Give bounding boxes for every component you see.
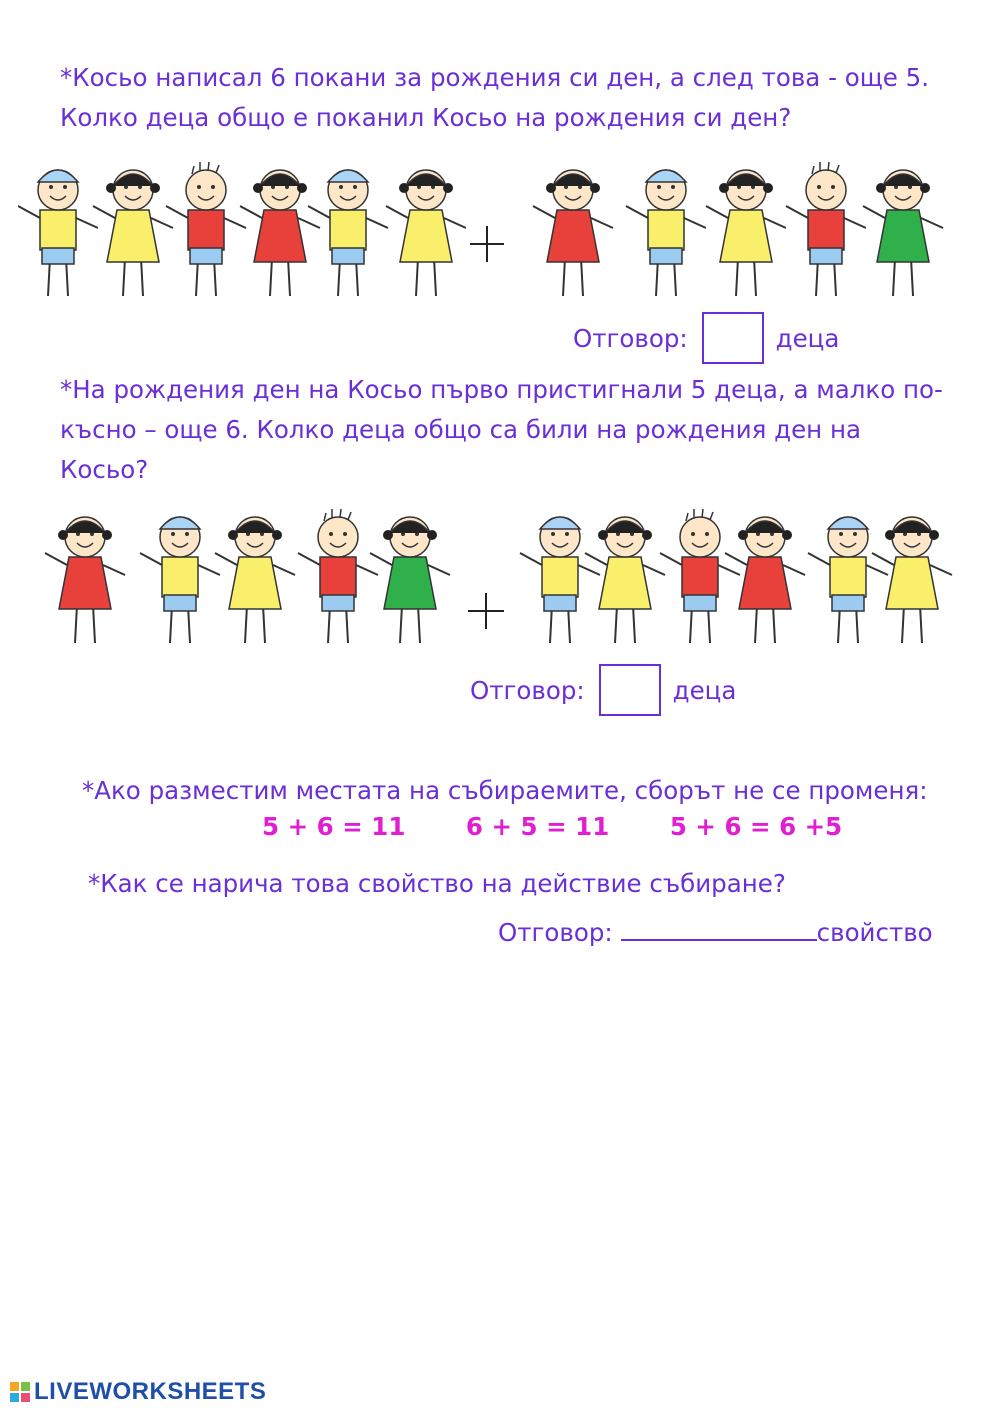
answer-2-row	[470, 664, 736, 716]
kid-figure	[725, 517, 805, 643]
kid-figure	[386, 170, 466, 296]
equation-2: 6 + 5 = 11	[465, 812, 610, 841]
equations-row	[262, 812, 894, 841]
kid-figure	[93, 170, 173, 296]
answer-3-row	[498, 918, 933, 947]
kid-figure	[215, 517, 295, 643]
commutative-rule-text: *Ако разместим местата на събираемите, сборът не се променя:	[82, 776, 928, 805]
equation-3: 5 + 6 = 6 +5	[669, 812, 843, 841]
kid-figure	[240, 170, 320, 296]
answer-1-unit: деца	[775, 323, 840, 353]
question-2-line-2: късно – още 6. Колко деца общо са били на рождения ден на	[60, 415, 861, 444]
question-1-line-1: *Косьо написал 6 покани за рождения си ден, а след това - още 5.	[60, 63, 930, 92]
kid-figure	[585, 517, 665, 643]
kid-figure	[520, 517, 600, 643]
kid-figure	[863, 170, 943, 296]
brand-name: LIVEWORKSHEETS	[34, 1378, 267, 1405]
kids-illustration-row-2	[40, 505, 970, 655]
kid-figure	[298, 509, 378, 643]
question-2-line-1: *На рождения ден на Косьо първо пристигнали 5 деца, а малко по-	[60, 375, 943, 404]
kid-figure	[786, 162, 866, 296]
question-1-line-2: Колко деца общо е поканил Косьо на рождения си ден?	[60, 103, 792, 132]
question-2	[60, 370, 960, 490]
liveworksheets-logo-icon	[10, 1382, 30, 1402]
kid-figure	[808, 517, 888, 643]
question-1	[60, 58, 960, 138]
kid-figure	[533, 170, 613, 296]
answer-2-input-box[interactable]	[599, 664, 661, 716]
kid-figure	[872, 517, 952, 643]
answer-3-blank-line[interactable]	[621, 917, 817, 941]
kid-figure	[626, 170, 706, 296]
kid-figure	[660, 509, 740, 643]
kid-figure	[370, 517, 450, 643]
answer-3-label: Отговор:	[498, 918, 613, 947]
kid-figure	[140, 517, 220, 643]
kid-figure	[45, 517, 125, 643]
answer-2-label: Отговор:	[470, 675, 585, 705]
answer-1-label: Отговор:	[573, 323, 688, 353]
liveworksheets-logo	[10, 1378, 266, 1406]
answer-2-unit: деца	[672, 675, 737, 705]
kid-figure	[18, 170, 98, 296]
question-2-line-3: Косьо?	[60, 455, 149, 484]
kid-figure	[166, 162, 246, 296]
answer-3-unit: свойство	[816, 918, 933, 947]
answer-1-row	[573, 312, 839, 364]
kid-figure	[308, 170, 388, 296]
kid-figure	[706, 170, 786, 296]
kids-illustration-row-1	[18, 158, 978, 308]
answer-1-input-box[interactable]	[702, 312, 764, 364]
question-3: *Как се нарича това свойство на действие събиране?	[88, 869, 786, 898]
equation-1: 5 + 6 = 11	[262, 812, 406, 841]
